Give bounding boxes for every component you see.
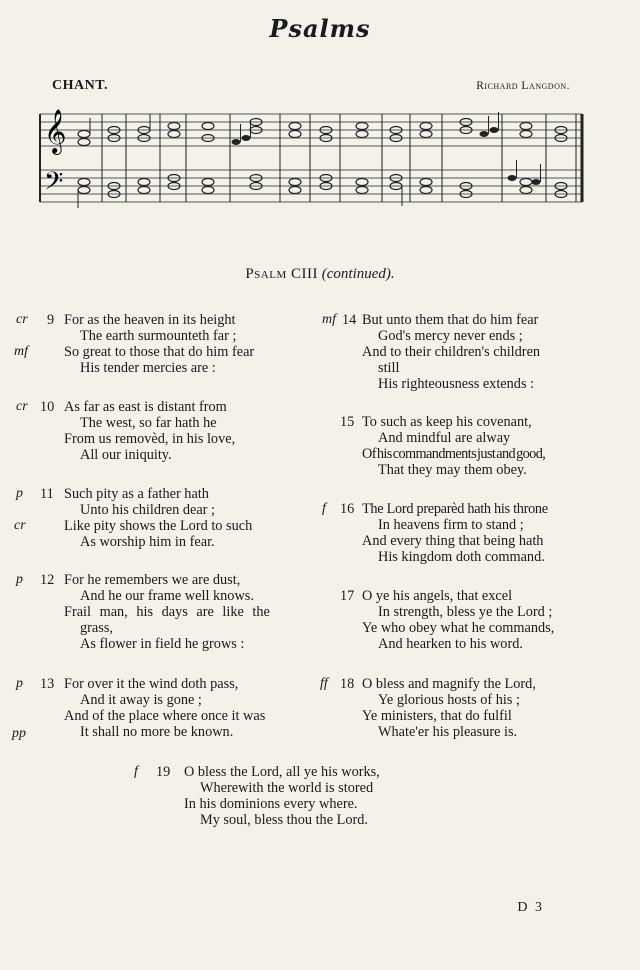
dynamic-mark: f — [134, 764, 138, 779]
verse-line: Whate'er his pleasure is. — [378, 724, 518, 740]
verse-line: grass, — [80, 620, 113, 636]
dynamic-mark: pp — [12, 726, 26, 741]
verse-number: 13 — [40, 676, 55, 692]
psalm-continued-note: (continued). — [321, 266, 395, 282]
barlines — [40, 114, 582, 202]
psalm-name: Psalm CIII — [245, 266, 318, 282]
dynamic-mark: cr — [16, 312, 28, 327]
verse-line: All our iniquity. — [80, 447, 172, 463]
verse-line: The Lord preparèd hath his throne — [362, 501, 548, 517]
verse-line: O bless and magnify the Lord, — [362, 676, 536, 692]
verse-line: It shall no more be known. — [80, 724, 234, 740]
treble-clef-icon: 𝄞 — [44, 109, 67, 153]
verse-line: The earth surmounteth far ; — [80, 328, 237, 344]
verse-line: And it away is gone ; — [80, 692, 202, 708]
verse-number: 11 — [40, 486, 54, 502]
verse-line: God's mercy never ends ; — [378, 328, 523, 344]
verse-line: So great to those that do him fear — [64, 344, 255, 360]
verse-line: Ye ministers, that do fulfil — [362, 708, 512, 724]
verse-line: For he remembers we are dust, — [64, 572, 241, 588]
verse-number: 16 — [340, 501, 355, 517]
verse-number: 19 — [156, 764, 171, 780]
verse-line: As flower in field he grows : — [80, 636, 245, 652]
verse-line: And mindful are alway — [378, 430, 511, 446]
verse-number: 14 — [342, 312, 357, 328]
verse-number: 12 — [40, 572, 55, 588]
verse-number: 9 — [47, 312, 55, 328]
verse-line: Like pity shows the Lord to such — [64, 518, 253, 534]
verse-line: My soul, bless thou the Lord. — [200, 812, 368, 828]
treble-staff — [40, 114, 582, 146]
verse-line: Frail man, his days are like the — [64, 604, 270, 620]
verse-line: And every thing that being hath — [362, 533, 544, 549]
dynamic-mark: mf — [14, 344, 28, 359]
verse-line: And to their children's children — [362, 344, 541, 360]
verse-number: 17 — [340, 588, 355, 604]
dynamic-mark: cr — [16, 399, 28, 414]
verse-line: O bless the Lord, all ye his works, — [184, 764, 380, 780]
verse-line: Wherewith the world is stored — [200, 780, 374, 796]
verse-line: still — [378, 360, 400, 376]
verse-line: From us removèd, in his love, — [64, 431, 236, 447]
verse-number: 15 — [340, 414, 355, 430]
verse-line: As far as east is distant from — [64, 399, 227, 415]
verse-line: In strength, bless ye the Lord ; — [378, 604, 553, 620]
dynamic-mark: p — [16, 676, 23, 691]
verse-number: 18 — [340, 676, 355, 692]
verse-number: 10 — [40, 399, 55, 415]
filled-notes — [232, 127, 541, 185]
verse-line: For over it the wind doth pass, — [64, 676, 239, 692]
verse-line: His kingdom doth command. — [378, 549, 545, 565]
verse-line: Ye glorious hosts of his ; — [378, 692, 520, 708]
verse-line: His righteousness extends : — [378, 376, 535, 392]
bass-staff — [40, 170, 582, 202]
verse-line: The west, so far hath he — [80, 415, 217, 431]
psalm-heading — [0, 266, 640, 283]
chant-music-score — [36, 98, 596, 216]
dynamic-mark: f — [322, 501, 326, 516]
verse-line: To such as keep his covenant, — [362, 414, 532, 430]
dynamic-mark: cr — [14, 518, 26, 533]
dynamic-mark: mf — [322, 312, 336, 327]
verse-line: Unto his children dear ; — [80, 502, 215, 518]
bass-clef-icon: 𝄢 — [44, 167, 64, 202]
verse-line: O ye his angels, that excel — [362, 588, 513, 604]
verse-line: In his dominions every where. — [184, 796, 358, 812]
verse-line: For as the heaven in its height — [64, 312, 236, 328]
composer-credit: Richard Langdon. — [476, 80, 570, 92]
verse-line: In heavens firm to stand ; — [378, 517, 524, 533]
verse-line: His tender mercies are : — [80, 360, 216, 376]
verse-line: As worship him in fear. — [80, 534, 215, 550]
chant-label: CHANT. — [52, 78, 109, 93]
verse-line: And hearken to his word. — [378, 636, 523, 652]
verse-line: And he our frame well knows. — [80, 588, 254, 604]
dynamic-mark: p — [16, 572, 23, 587]
dynamic-mark: p — [16, 486, 23, 501]
page-title: Psalms — [269, 14, 371, 43]
verse-line: That they may them obey. — [378, 462, 527, 478]
verse-line: Such pity as a father hath — [64, 486, 209, 502]
verse-line: Ye who obey what he commands, — [362, 620, 555, 636]
verse-line: And of the place where once it was — [64, 708, 266, 724]
signature-mark: D 3 — [517, 900, 544, 915]
verse-line: But unto them that do him fear — [362, 312, 539, 328]
verse-line: Of his commandments just and good, — [362, 446, 546, 462]
dynamic-mark: ff — [320, 676, 328, 691]
